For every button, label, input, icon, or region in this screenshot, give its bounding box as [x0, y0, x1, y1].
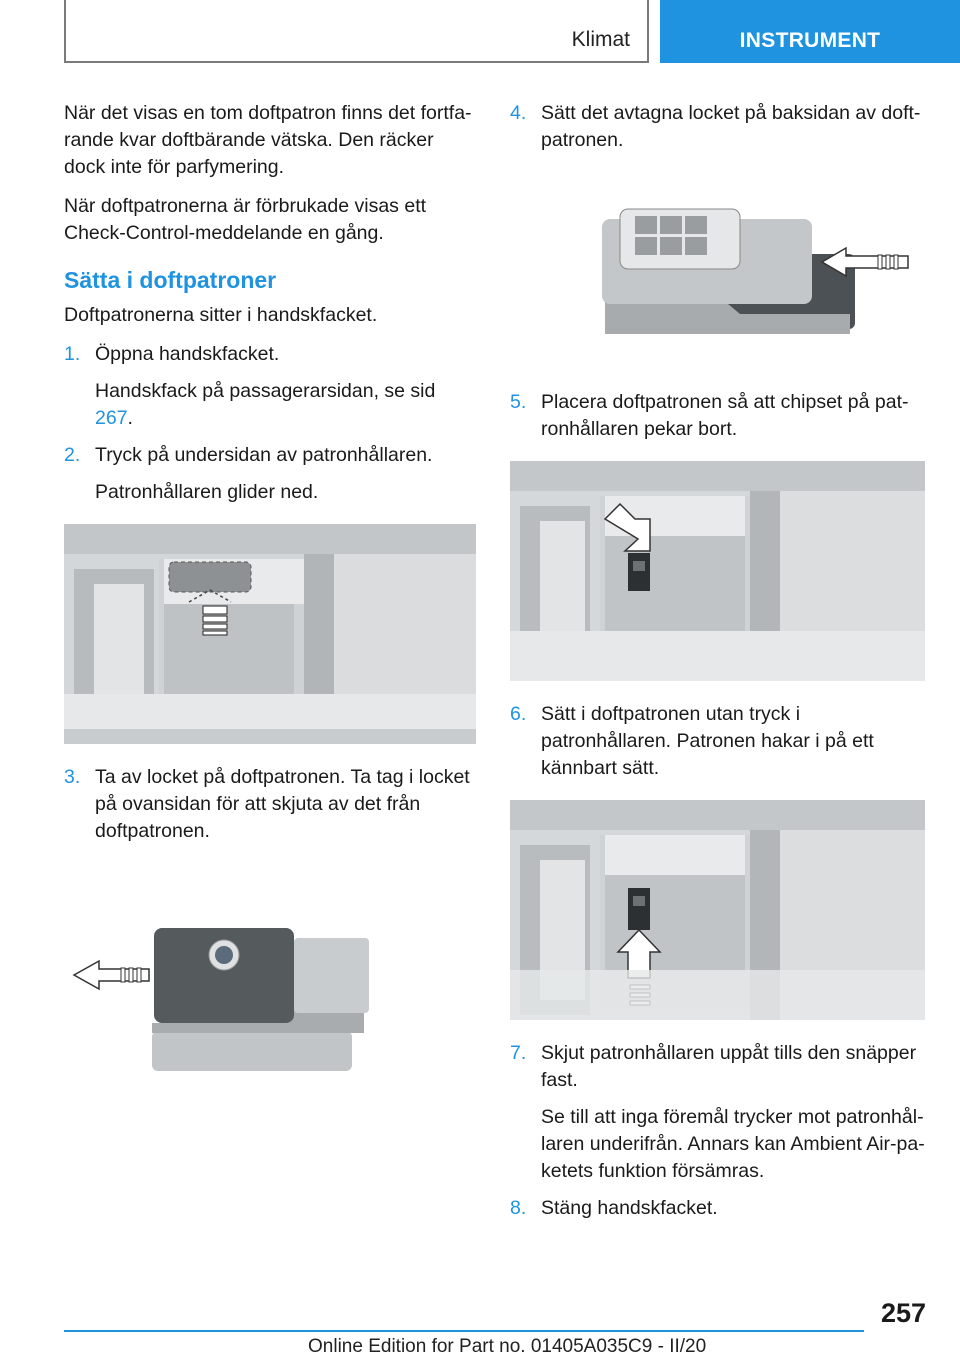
- step-text: Öppna handskfacket.: [95, 343, 280, 365]
- step-number: 3.: [64, 766, 81, 788]
- footer-divider: [64, 1330, 864, 1332]
- step-2: [64, 442, 476, 469]
- section-title: Klimat: [571, 28, 630, 51]
- header-frame: [64, 0, 649, 63]
- step-3: [64, 764, 476, 845]
- step-number: 5.: [510, 391, 527, 413]
- page-number: 257: [880, 1298, 926, 1328]
- step-8: [510, 1195, 925, 1222]
- cartridge-lid-removal-figure: [64, 883, 476, 1083]
- step-text: Sätt det avtagna locket på baksidan av doftpatronen.: [541, 102, 921, 151]
- step-number: 4.: [510, 102, 527, 124]
- step-1-note: [64, 378, 476, 432]
- step-number: 1.: [64, 343, 81, 365]
- step-text: Stäng handskfacket.: [541, 1197, 718, 1219]
- note-text: Handskfack på passagerarsidan, se sid: [95, 380, 436, 402]
- section-intro: Doftpatronerna sitter i handskfacket.: [64, 304, 378, 326]
- left-column: [64, 100, 476, 1103]
- paragraph-empty-cartridge: När det visas en tom doftpatron finns det fortfarande kvar doftbärande vätska. Den räcker dock inte för parfymering.: [64, 102, 472, 178]
- chapter-tab[interactable]: INSTRUMENT: [660, 0, 960, 63]
- section-heading: Sätta i doftpatroner: [64, 267, 277, 293]
- step-4: [510, 100, 925, 154]
- cartridge-insert-figure: [510, 800, 925, 1020]
- step-text: Skjut patronhållaren uppåt tills den snäpper fast.: [541, 1042, 917, 1091]
- right-column: [510, 100, 925, 1232]
- step-text: Placera doftpatronen så att chipset på patronhållaren pekar bort.: [541, 391, 909, 440]
- step-6: [510, 701, 925, 782]
- step-7-note: Se till att inga föremål trycker mot patronhållaren underifrån. Annars kan Ambient Air-paketets funktion försämras.: [541, 1106, 925, 1182]
- step-text: Sätt i doftpatronen utan tryck i patronhållaren. Patronen hakar i på ett kännbart sätt.: [541, 703, 874, 779]
- lid-attach-figure: [510, 194, 925, 369]
- step-7: [510, 1040, 925, 1094]
- step-number: 7.: [510, 1042, 527, 1064]
- step-number: 6.: [510, 703, 527, 725]
- glovebox-holder-figure: [64, 524, 476, 744]
- step-1: [64, 341, 476, 368]
- step-5: [510, 389, 925, 443]
- step-number: 2.: [64, 444, 81, 466]
- edition-footer: Online Edition for Part no. 01405A035C9 - II/20: [308, 1336, 707, 1357]
- step-number: 8.: [510, 1197, 527, 1219]
- cartridge-placement-figure: [510, 461, 925, 681]
- step-text: Ta av locket på doftpatronen. Ta tag i locket på ovansidan för att skjuta av det från doftpatronen.: [95, 766, 470, 842]
- step-2-note: Patronhållaren glider ned.: [95, 481, 319, 503]
- note-suffix: .: [127, 407, 133, 429]
- step-text: Tryck på undersidan av patronhållaren.: [95, 444, 433, 466]
- paragraph-used-cartridges: När doftpatronerna är förbrukade visas ett Check-Control-meddelande en gång.: [64, 195, 427, 244]
- page-reference-link[interactable]: 267: [95, 407, 128, 429]
